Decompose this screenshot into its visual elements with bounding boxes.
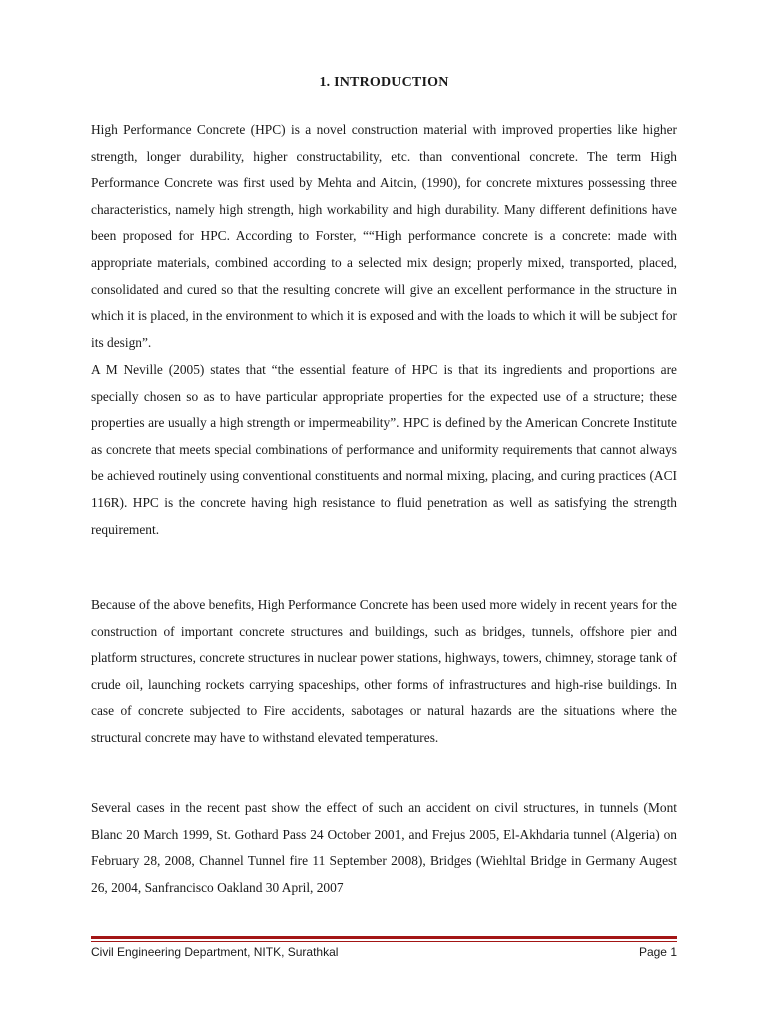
- paragraph-text: High Performance Concrete (HPC) is a novel construction material with improved properties like higher strength, longer durability, higher constructability, etc. than conventional concrete. The term High Performance Concrete was first used by Mehta and Aitcin, (1990), for concrete mixtures possessing three characteristics, namely high strength, high workability and high durability. Many different definitions have been proposed for HPC. According to Forster, ““High performance concrete is a concrete: made with appropriate materials, combined according to a selected mix design; properly mixed, transported, placed, consolidated and cured so that the resulting concrete will give an excellent performance in the structure in which it is placed, in the environment to which it is exposed and with the loads to which it will be subject for its design”.: [91, 122, 677, 350]
- footer-divider-thin: [91, 941, 677, 942]
- footer-divider-thick: [91, 936, 677, 939]
- paragraph-benefits: [91, 592, 677, 752]
- footer-department: Civil Engineering Department, NITK, Surathkal: [91, 945, 339, 959]
- footer-page-number: Page 1: [638, 945, 677, 959]
- paragraph-text: Several cases in the recent past show the effect of such an accident on civil structures, in tunnels (Mont Blanc 20 March 1999, St. Gothard Pass 24 October 2001, and Frejus 2005, El-Akhdaria tunnel (Algeria) on February 28, 2008, Channel Tunnel fire 11 September 2008), Bridges (Wiehltal Bridge in Germany Augest 26, 2004, Sanfrancisco Oakland 30 April, 2007: [91, 800, 677, 895]
- paragraph-text: A M Neville (2005) states that “the essential feature of HPC is that its ingredients and proportions are specially chosen so as to have particular appropriate properties for the expected use of a structure; these properties are usually a high strength or impermeability”. HPC is defined by the American Concrete Institute as concrete that meets special combinations of performance and uniformity requirements that cannot always be achieved routinely using conventional constituents and normal mixing, placing, and curing practices (ACI 116R). HPC is the concrete having high resistance to fluid penetration as well as satisfying the strength requirement.: [91, 362, 677, 537]
- paragraph-accident-cases: [91, 795, 677, 901]
- paragraph-text: Because of the above benefits, High Performance Concrete has been used more widely in recent years for the construction of important concrete structures and buildings, such as bridges, tunnels, offshore pier and platform structures, concrete structures in nuclear power stations, highways, towers, chimney, storage tank of crude oil, launching rockets carrying spaceships, other forms of infrastructures and high-rise buildings. In case of concrete subjected to Fire accidents, sabotages or natural hazards are the situations where the structural concrete may have to withstand elevated temperatures.: [91, 597, 677, 745]
- paragraph-hpc-definition: [91, 117, 677, 356]
- paragraph-neville: [91, 357, 677, 543]
- section-heading: 1. INTRODUCTION: [319, 75, 449, 90]
